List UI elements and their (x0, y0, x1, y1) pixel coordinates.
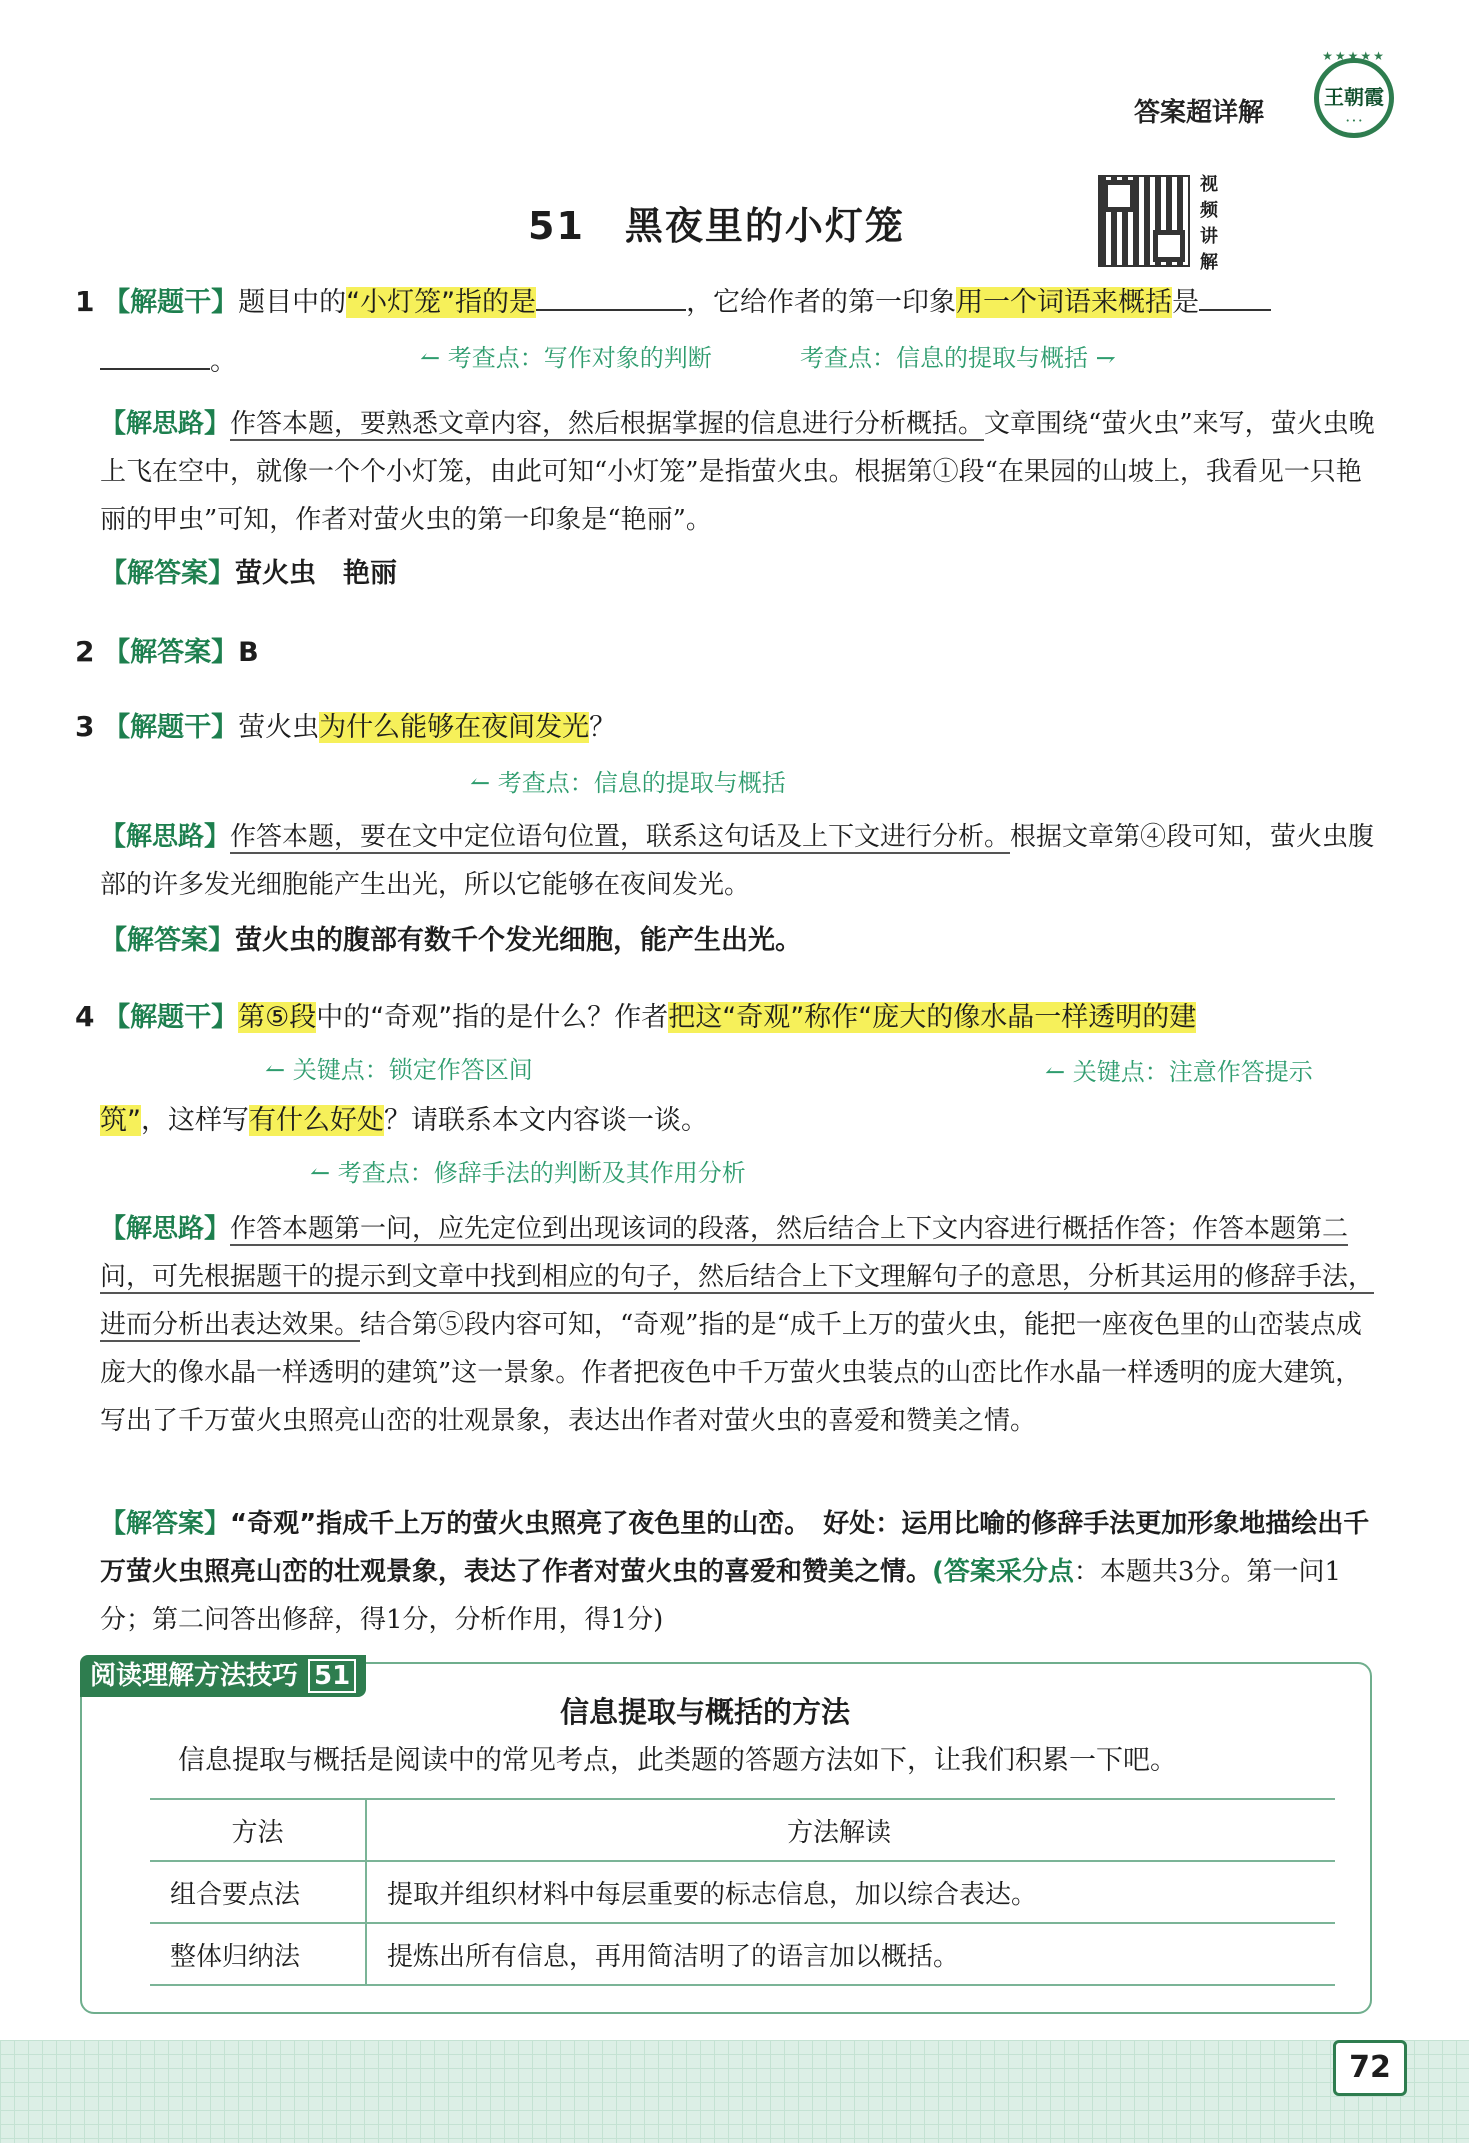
q3-answer (100, 917, 802, 965)
q3-answer-text: 萤火虫的腹部有数千个发光细胞，能产生出光。 (235, 925, 802, 956)
q1-thinking (100, 400, 1375, 544)
q2-answer (75, 628, 259, 677)
qr-code[interactable] (1098, 175, 1190, 267)
q4-highlight-1: 第⑤段 (238, 1002, 317, 1033)
q3-number: 3 (75, 710, 95, 743)
q2-answer-text: B (238, 637, 259, 668)
q2-number: 2 (75, 635, 95, 668)
q4-highlight-4: 有什么好处 (249, 1105, 384, 1136)
q3-stem-end: ？ (589, 712, 617, 743)
tag-answer: 【解答案】 (100, 558, 235, 589)
title-text: 黑夜里的小灯笼 (624, 204, 905, 248)
q3-think-rest: 根据文章第④段可知，萤火虫腹部的许多发光细胞能产生出光，所以它能够在夜间发光。 (100, 822, 1375, 900)
page-number: 72 (1333, 2040, 1407, 2096)
q1-answer-text: 萤火虫 艳丽 (235, 558, 397, 589)
tag-answer: 【解答案】 (100, 1509, 231, 1539)
method-table (150, 1798, 1335, 1986)
footer-grid (0, 2040, 1469, 2143)
q1-number: 1 (75, 285, 95, 318)
method-name: 整体归纳法 (150, 1923, 366, 1985)
title-number: 51 (528, 204, 585, 248)
page-title (528, 195, 905, 250)
qr-label: 视频讲解 (1200, 174, 1218, 273)
q4-thinking (100, 1205, 1375, 1445)
tag-stem: 【解题干】 (103, 1002, 239, 1033)
method-tab-number: 51 (308, 1659, 356, 1693)
answer-blank (536, 279, 686, 311)
note-text: 考查点：信息的提取与概括 (497, 769, 786, 797)
q3-highlight: 为什么能够在夜间发光 (319, 712, 590, 743)
q4-think-underlined: 作答本题第一问，应先定位到出现该词的段落，然后结合上下文内容进行概括作答；作答本题第二问，可先根据题干的提示到文章中找到相应的句子，然后结合上下文理解句子的意思，分析其运用的修辞手法，进而分析出表达效果。 (100, 1214, 1375, 1340)
q1-note-right: 考查点：信息的提取与概括 ⇁ (800, 344, 1116, 372)
answer-blank (100, 338, 210, 370)
q4-think-rest: 结合第⑤段内容可知，“奇观”指的是“成千上万的萤火虫，能把一座夜色里的山峦装点成庞大的像水晶一样透明的建筑”这一景象。作者把夜色中千万萤火虫装点的山峦比作水晶一样透明的庞大建筑，写出了千万萤火虫照亮山峦的壮观景象，表达出作者对萤火虫的喜爱和赞美之情。 (100, 1310, 1362, 1436)
q1-stem-end: 。 (210, 346, 237, 377)
note-text: 关键点：注意作答提示 (1072, 1058, 1313, 1086)
q4-highlight-2: 把这“奇观”称作“庞大的像水晶一样透明的建 (668, 1002, 1197, 1033)
q4-stem-text-2: ，这样写 (141, 1105, 249, 1136)
q3-note: ↼ 考查点：信息的提取与概括 (470, 769, 786, 797)
table-header-row (150, 1799, 1335, 1861)
score-label: (答案采分点 (932, 1557, 1074, 1587)
table-row (150, 1861, 1335, 1923)
q1-stem-text-3: 是 (1172, 287, 1200, 318)
note-text: 考查点：写作对象的判断 (447, 344, 712, 372)
header-text: 答案超详解 (1133, 98, 1264, 128)
tag-think: 【解思路】 (100, 409, 231, 439)
q1-stem-text-2: ，它给作者的第一印象 (686, 287, 957, 318)
tag-answer: 【解答案】 (103, 637, 239, 668)
score-text: ：本题共3分。第一问1分；第二问答出修辞，得1分，分析作用，得1分) (100, 1557, 1341, 1635)
q3-thinking (100, 813, 1375, 909)
q4-note-1: ↼ 关键点：锁定作答区间 (265, 1056, 533, 1084)
q4-highlight-3: 筑” (100, 1105, 141, 1136)
q4-note-3: ↼ 考查点：修辞手法的判断及其作用分析 (310, 1159, 746, 1187)
method-desc: 提炼出所有信息，再用简洁明了的语言加以概括。 (366, 1923, 1335, 1985)
q1-stem-text: 题目中的 (238, 287, 347, 318)
q1-highlight-1: “小灯笼”指的是 (346, 287, 537, 318)
tag-stem: 【解题干】 (103, 287, 239, 318)
method-tab-label: 阅读理解方法技巧 (90, 1661, 299, 1691)
method-tab (80, 1655, 366, 1697)
q1-stem (75, 278, 1271, 327)
q4-answer (100, 1500, 1375, 1644)
q4-stem-text: 中的“奇观”指的是什么？作者 (316, 1002, 669, 1033)
q1-highlight-2: 用一个词语来概括 (956, 287, 1173, 318)
q4-stem (75, 993, 1196, 1042)
q3-think-underlined: 作答本题，要在文中定位语句位置，联系这句话及上下文进行分析。 (230, 822, 1011, 852)
q3-stem (75, 703, 616, 752)
q4-number: 4 (75, 1000, 95, 1033)
col-explanation: 方法解读 (366, 1799, 1335, 1861)
q4-note-2: ↼ 关键点：注意作答提示 (1045, 1058, 1313, 1086)
col-method: 方法 (150, 1799, 366, 1861)
tag-think: 【解思路】 (100, 822, 231, 852)
q1-note-left: ↼ 考查点：写作对象的判断 (420, 344, 712, 372)
logo-text: 王朝霞 (1324, 85, 1384, 109)
method-title: 信息提取与概括的方法 (560, 1695, 851, 1729)
note-text: 考查点：修辞手法的判断及其作用分析 (337, 1159, 746, 1187)
q1-think-underlined: 作答本题，要熟悉文章内容，然后根据掌握的信息进行分析概括。 (230, 409, 985, 439)
note-text: 关键点：锁定作答区间 (292, 1056, 533, 1084)
method-desc: 提取并组织材料中每层重要的标志信息，加以综合表达。 (366, 1861, 1335, 1923)
q1-answer (100, 550, 397, 598)
answer-blank (1199, 279, 1271, 311)
table-row (150, 1923, 1335, 1985)
brand-logo (1314, 49, 1394, 138)
tag-answer: 【解答案】 (100, 925, 235, 956)
q4-stem-end: ？请联系本文内容谈一谈。 (384, 1105, 708, 1136)
star-icon: ★★★★★ (1322, 49, 1386, 63)
tag-think: 【解思路】 (100, 1214, 231, 1244)
q4-stem-line2 (100, 1097, 708, 1145)
q1-think-rest: 文章围绕“萤火虫”来写，萤火虫晚上飞在空中，就像一个个小灯笼，由此可知“小灯笼”是指萤火虫。根据第①段“在果园的山坡上，我看见一只艳丽的甲虫”可知，作者对萤火虫的第一印象是“艳丽”。 (100, 409, 1375, 535)
method-name: 组合要点法 (150, 1861, 366, 1923)
tag-stem: 【解题干】 (103, 712, 239, 743)
q1-stem-line2 (100, 338, 237, 386)
q3-stem-text: 萤火虫 (238, 712, 320, 743)
logo-decoration: • • • (1345, 117, 1363, 125)
q4-answer-text: “奇观”指成千上万的萤火虫照亮了夜色里的山峦。 好处：运用比喻的修辞手法更加形象地描绘出千万萤火虫照亮山峦的壮观景象，表达了作者对萤火虫的喜爱和赞美之情。 (100, 1509, 1370, 1587)
method-intro: 信息提取与概括是阅读中的常见考点，此类题的答题方法如下，让我们积累一下吧。 (178, 1745, 1177, 1776)
note-text: 考查点：信息的提取与概括 (800, 344, 1088, 372)
